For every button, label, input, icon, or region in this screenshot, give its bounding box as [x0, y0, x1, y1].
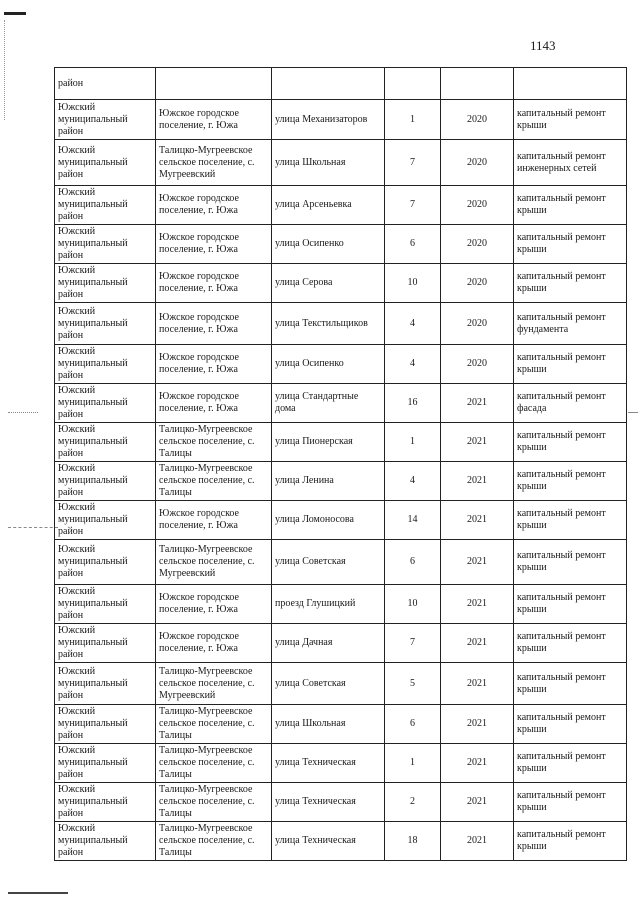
scan-artifact: [628, 412, 638, 413]
cell-district: Южский муниципальный район: [55, 624, 156, 663]
cell-house: 14: [385, 501, 441, 540]
cell-settlement: Талицко-Мугреевское сельское поселение, с. Талицы: [156, 822, 272, 861]
table-row: [55, 264, 627, 303]
cell-street: улица Пионерская: [272, 423, 385, 462]
cell-settlement: Талицко-Мугреевское сельское поселение, с. Мугреевский: [156, 663, 272, 705]
cell-street: проезд Глушицкий: [272, 585, 385, 624]
cell-district: район: [55, 68, 156, 100]
cell-work: капитальный ремонт инженерных сетей: [514, 140, 627, 186]
cell-house: 6: [385, 705, 441, 744]
cell-work: капитальный ремонт крыши: [514, 264, 627, 303]
cell-house: 2: [385, 783, 441, 822]
cell-street: улица Школьная: [272, 705, 385, 744]
cell-work: [514, 68, 627, 100]
table-row: [55, 140, 627, 186]
cell-house: 10: [385, 264, 441, 303]
cell-district: Южский муниципальный район: [55, 501, 156, 540]
cell-work: капитальный ремонт крыши: [514, 501, 627, 540]
cell-house: 4: [385, 462, 441, 501]
cell-district: Южский муниципальный район: [55, 345, 156, 384]
cell-district: Южский муниципальный район: [55, 585, 156, 624]
cell-year: 2021: [441, 783, 514, 822]
cell-street: улица Текстильщиков: [272, 303, 385, 345]
cell-settlement: Талицко-Мугреевское сельское поселение, с. Талицы: [156, 744, 272, 783]
cell-year: 2021: [441, 705, 514, 744]
cell-settlement: Южское городское поселение, г. Южа: [156, 501, 272, 540]
cell-house: 16: [385, 384, 441, 423]
cell-house: 5: [385, 663, 441, 705]
cell-year: 2021: [441, 423, 514, 462]
scan-artifact: [8, 527, 58, 528]
cell-work: капитальный ремонт крыши: [514, 663, 627, 705]
cell-work: капитальный ремонт крыши: [514, 100, 627, 140]
cell-year: 2020: [441, 100, 514, 140]
cell-street: улица Дачная: [272, 624, 385, 663]
cell-district: Южский муниципальный район: [55, 783, 156, 822]
cell-house: 1: [385, 100, 441, 140]
scan-edge-mark: [4, 20, 6, 120]
cell-street: улица Механизаторов: [272, 100, 385, 140]
cell-year: 2020: [441, 186, 514, 225]
cell-house: 7: [385, 186, 441, 225]
cell-street: улица Техническая: [272, 744, 385, 783]
cell-year: 2020: [441, 264, 514, 303]
cell-year: 2021: [441, 663, 514, 705]
cell-street: улица Осипенко: [272, 225, 385, 264]
cell-year: 2020: [441, 345, 514, 384]
cell-street: улица Серова: [272, 264, 385, 303]
cell-settlement: Южское городское поселение, г. Южа: [156, 100, 272, 140]
table-row: [55, 501, 627, 540]
cell-work: капитальный ремонт крыши: [514, 744, 627, 783]
cell-street: улица Техническая: [272, 783, 385, 822]
cell-street: улица Школьная: [272, 140, 385, 186]
cell-year: 2021: [441, 462, 514, 501]
cell-district: Южский муниципальный район: [55, 744, 156, 783]
table-row: [55, 744, 627, 783]
cell-year: 2020: [441, 225, 514, 264]
cell-work: капитальный ремонт крыши: [514, 186, 627, 225]
cell-street: улица Осипенко: [272, 345, 385, 384]
table-row-continuation: [55, 68, 627, 100]
cell-house: 1: [385, 744, 441, 783]
cell-settlement: [156, 68, 272, 100]
cell-district: Южский муниципальный район: [55, 384, 156, 423]
cell-house: 4: [385, 303, 441, 345]
table-row: [55, 423, 627, 462]
cell-settlement: Южское городское поселение, г. Южа: [156, 585, 272, 624]
cell-settlement: Южское городское поселение, г. Южа: [156, 225, 272, 264]
cell-year: 2021: [441, 501, 514, 540]
cell-year: 2021: [441, 585, 514, 624]
cell-year: 2020: [441, 303, 514, 345]
cell-house: 4: [385, 345, 441, 384]
cell-house: 7: [385, 140, 441, 186]
cell-street: улица Арсеньевка: [272, 186, 385, 225]
cell-work: капитальный ремонт крыши: [514, 705, 627, 744]
cell-house: 6: [385, 225, 441, 264]
cell-settlement: Талицко-Мугреевское сельское поселение, с. Талицы: [156, 783, 272, 822]
table-row: [55, 345, 627, 384]
cell-house: [385, 68, 441, 100]
cell-street: улица Ломоносова: [272, 501, 385, 540]
scan-mark: [4, 12, 26, 15]
table-row: [55, 585, 627, 624]
scan-artifact: [8, 412, 38, 413]
table-body: [55, 68, 627, 861]
cell-street: улица Советская: [272, 540, 385, 585]
cell-district: Южский муниципальный район: [55, 822, 156, 861]
table-row: [55, 663, 627, 705]
cell-district: Южский муниципальный район: [55, 705, 156, 744]
cell-year: 2021: [441, 540, 514, 585]
cell-settlement: Южское городское поселение, г. Южа: [156, 624, 272, 663]
cell-year: 2021: [441, 822, 514, 861]
cell-district: Южский муниципальный район: [55, 663, 156, 705]
cell-work: капитальный ремонт крыши: [514, 540, 627, 585]
table-row: [55, 186, 627, 225]
table-row: [55, 462, 627, 501]
cell-street: улица Стандартные дома: [272, 384, 385, 423]
table-row: [55, 624, 627, 663]
cell-district: Южский муниципальный район: [55, 423, 156, 462]
cell-work: капитальный ремонт крыши: [514, 783, 627, 822]
cell-settlement: Талицко-Мугреевское сельское поселение, с. Талицы: [156, 462, 272, 501]
cell-settlement: Талицко-Мугреевское сельское поселение, с. Мугреевский: [156, 540, 272, 585]
cell-settlement: Южское городское поселение, г. Южа: [156, 303, 272, 345]
cell-district: Южский муниципальный район: [55, 186, 156, 225]
cell-house: 6: [385, 540, 441, 585]
cell-district: Южский муниципальный район: [55, 225, 156, 264]
cell-work: капитальный ремонт крыши: [514, 822, 627, 861]
cell-year: 2021: [441, 384, 514, 423]
cell-settlement: Талицко-Мугреевское сельское поселение, с. Талицы: [156, 423, 272, 462]
cell-work: капитальный ремонт крыши: [514, 423, 627, 462]
page-number: 1143: [530, 38, 556, 53]
cell-year: 2021: [441, 624, 514, 663]
cell-year: 2021: [441, 744, 514, 783]
cell-settlement: Талицко-Мугреевское сельское поселение, с. Мугреевский: [156, 140, 272, 186]
table-row: [55, 822, 627, 861]
cell-work: капитальный ремонт крыши: [514, 624, 627, 663]
cell-work: капитальный ремонт фундамента: [514, 303, 627, 345]
table-row: [55, 303, 627, 345]
table-row: [55, 540, 627, 585]
cell-house: 10: [385, 585, 441, 624]
cell-settlement: Талицко-Мугреевское сельское поселение, с. Талицы: [156, 705, 272, 744]
cell-work: капитальный ремонт фасада: [514, 384, 627, 423]
cell-street: улица Советская: [272, 663, 385, 705]
table-row: [55, 100, 627, 140]
cell-work: капитальный ремонт крыши: [514, 462, 627, 501]
cell-settlement: Южское городское поселение, г. Южа: [156, 345, 272, 384]
table-row: [55, 225, 627, 264]
cell-settlement: Южское городское поселение, г. Южа: [156, 264, 272, 303]
cell-district: Южский муниципальный район: [55, 303, 156, 345]
scan-artifact: [8, 892, 68, 894]
cell-work: капитальный ремонт крыши: [514, 345, 627, 384]
cell-house: 18: [385, 822, 441, 861]
table-row: [55, 384, 627, 423]
cell-work: капитальный ремонт крыши: [514, 225, 627, 264]
cell-street: улица Техническая: [272, 822, 385, 861]
cell-district: Южский муниципальный район: [55, 462, 156, 501]
cell-house: 1: [385, 423, 441, 462]
cell-work: капитальный ремонт крыши: [514, 585, 627, 624]
cell-year: 2020: [441, 140, 514, 186]
cell-district: Южский муниципальный район: [55, 100, 156, 140]
cell-district: Южский муниципальный район: [55, 540, 156, 585]
cell-street: улица Ленина: [272, 462, 385, 501]
cell-settlement: Южское городское поселение, г. Южа: [156, 384, 272, 423]
cell-year: [441, 68, 514, 100]
cell-settlement: Южское городское поселение, г. Южа: [156, 186, 272, 225]
table-row: [55, 705, 627, 744]
repair-registry-table: [54, 67, 627, 861]
table-row: [55, 783, 627, 822]
cell-house: 7: [385, 624, 441, 663]
cell-street: [272, 68, 385, 100]
cell-district: Южский муниципальный район: [55, 264, 156, 303]
cell-district: Южский муниципальный район: [55, 140, 156, 186]
